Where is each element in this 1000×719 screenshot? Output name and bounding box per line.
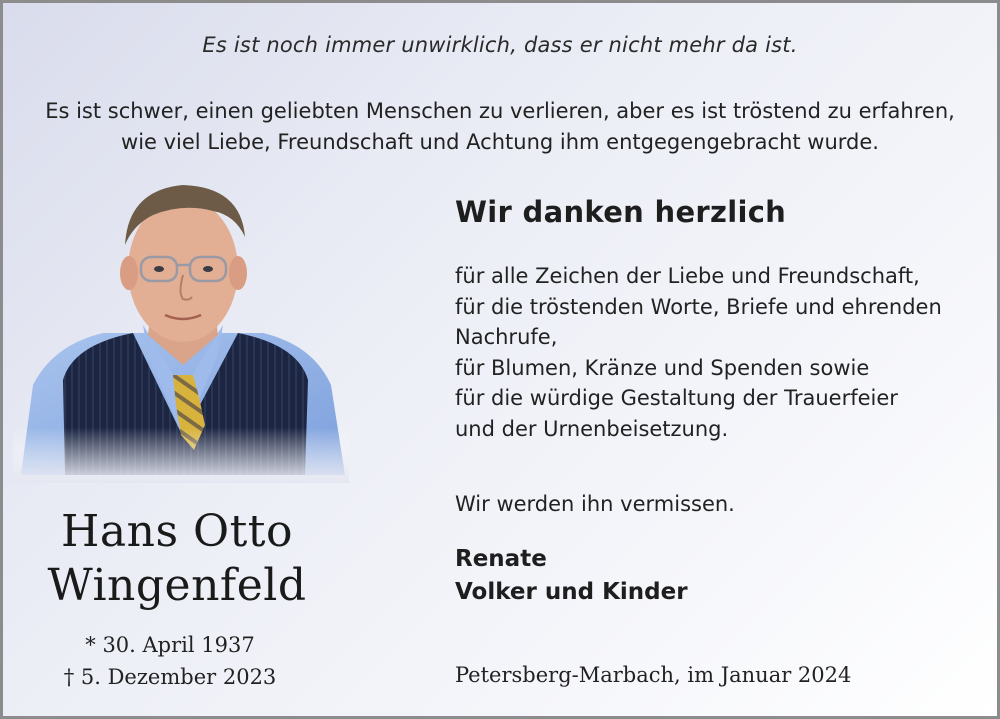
portrait-photo — [13, 175, 349, 483]
thanks-list — [455, 261, 942, 444]
life-dates — [3, 629, 337, 693]
thanks-line: für die würdige Gestaltung der Trauerfeier — [455, 386, 898, 410]
condolence-paragraph — [3, 96, 997, 158]
thanks-line: und der Urnenbeisetzung. — [455, 416, 729, 441]
place-and-date: Petersberg-Marbach, im Januar 2024 — [455, 663, 852, 687]
thanks-line: Nachrufe, — [455, 325, 558, 349]
intro-line: Es ist noch immer unwirklich, dass er nicht mehr da ist. — [202, 33, 798, 57]
thanks-line: für die tröstenden Worte, Briefe und ehrenden — [455, 294, 942, 319]
thanks-line: für alle Zeichen der Liebe und Freundschaft, — [455, 264, 920, 288]
signer-name: Renate — [455, 546, 547, 572]
thanks-heading: Wir danken herzlich — [455, 195, 787, 229]
death-date: † 5. Dezember 2023 — [63, 665, 277, 689]
signer-name: Volker und Kinder — [455, 579, 688, 605]
thanks-line: für Blumen, Kränze und Spenden sowie — [455, 355, 870, 380]
closing-line: Wir werden ihn vermissen. — [455, 492, 735, 516]
paragraph-line: Es ist schwer, einen geliebten Menschen zu verlieren, aber es ist tröstend zu erfahren, — [45, 99, 955, 123]
signers — [455, 543, 688, 609]
deceased-surname: Wingenfeld — [47, 560, 307, 611]
paragraph-line: wie viel Liebe, Freundschaft und Achtung ihm entgegengebracht wurde. — [121, 130, 879, 154]
birth-date: * 30. April 1937 — [85, 633, 255, 657]
deceased-first-names: Hans Otto — [61, 506, 293, 557]
